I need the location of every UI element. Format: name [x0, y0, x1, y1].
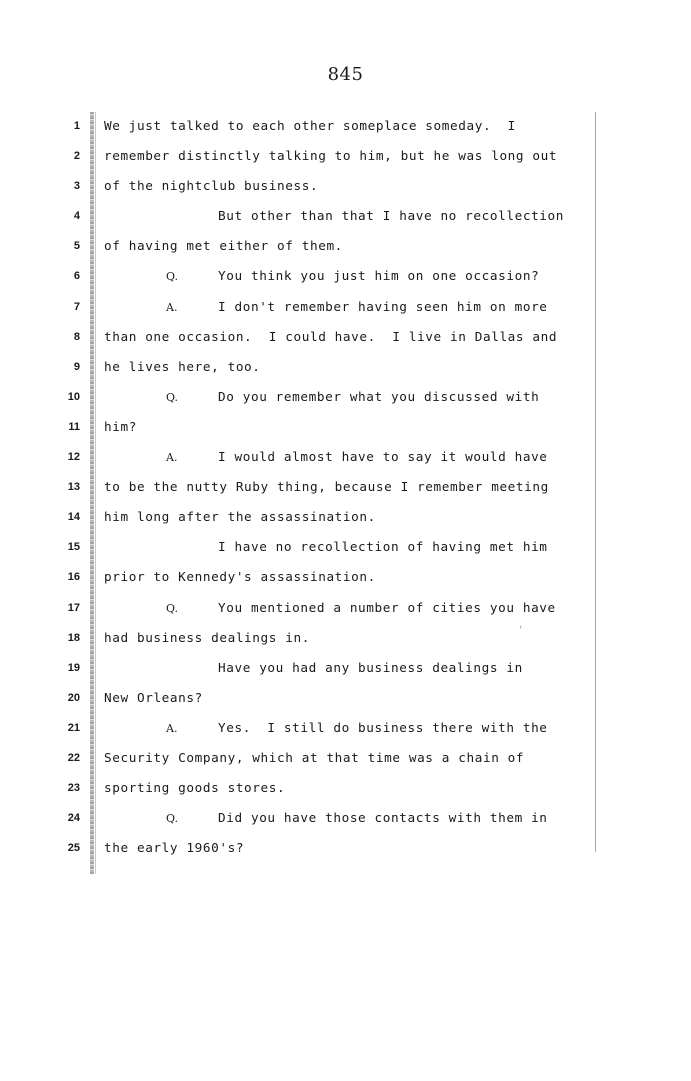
line-number: 24 — [67, 812, 80, 825]
line-content: remember distinctly talking to him, but he was long out — [104, 148, 558, 164]
line-number: 8 — [73, 330, 80, 343]
line-text — [104, 352, 261, 382]
line-content: Have you had any business dealings in — [218, 659, 523, 675]
line-content: to be the nutty Ruby thing, because I remember meeting — [104, 479, 549, 495]
line-number: 11 — [68, 420, 80, 433]
line-text — [104, 773, 285, 803]
line-content: Yes. I still do business there with the — [218, 719, 548, 735]
transcript-line — [0, 322, 691, 352]
question-marker: Q. — [166, 601, 178, 615]
line-text — [104, 111, 516, 141]
line-content: he lives here, too. — [104, 358, 261, 374]
transcript-body — [0, 111, 691, 863]
line-content: You mentioned a number of cities you have — [218, 599, 556, 615]
line-text — [166, 382, 539, 413]
line-content: sporting goods stores. — [104, 780, 286, 796]
line-text — [166, 713, 548, 744]
line-text — [166, 593, 556, 624]
transcript-line — [0, 382, 691, 412]
line-text — [166, 442, 548, 473]
line-number: 22 — [67, 751, 80, 764]
line-text — [104, 833, 244, 863]
line-content: than one occasion. I could have. I live in Dallas and — [104, 328, 558, 344]
line-content: had business dealings in. — [104, 629, 310, 645]
line-number: 12 — [67, 451, 80, 464]
line-text — [104, 412, 137, 442]
line-text — [218, 653, 523, 683]
transcript-line — [0, 683, 691, 713]
line-text — [104, 141, 557, 171]
line-number: 16 — [67, 571, 80, 584]
line-content: the early 1960's? — [104, 840, 245, 856]
line-number: 7 — [73, 300, 80, 313]
line-content: him? — [104, 418, 137, 434]
line-content: New Orleans? — [104, 689, 203, 705]
line-content: of having met either of them. — [104, 238, 343, 254]
transcript-line — [0, 502, 691, 532]
line-number: 14 — [67, 511, 80, 524]
transcript-line — [0, 743, 691, 773]
line-content: him long after the assassination. — [104, 509, 376, 525]
line-content: I don't remember having seen him on more — [218, 298, 548, 314]
line-content: I have no recollection of having met him — [218, 539, 548, 555]
stray-pen-mark: ʳ — [520, 624, 523, 633]
transcript-line — [0, 111, 691, 141]
line-number: 1 — [73, 120, 80, 132]
line-content: of the nightclub business. — [104, 178, 319, 194]
question-marker: Q. — [166, 270, 178, 284]
line-content: Security Company, which at that time was a chain of — [104, 749, 525, 765]
transcript-line — [0, 593, 691, 623]
transcript-line — [0, 442, 691, 472]
line-number: 15 — [67, 541, 80, 554]
answer-marker: A. — [166, 300, 178, 314]
line-number: 9 — [73, 360, 80, 373]
transcript-line — [0, 773, 691, 803]
transcript-line — [0, 231, 691, 261]
line-number: 6 — [73, 270, 80, 283]
line-content: We just talked to each other someplace someday. I — [104, 118, 516, 133]
line-content: I would almost have to say it would have — [218, 449, 548, 465]
transcript-line — [0, 412, 691, 442]
line-text — [166, 803, 548, 834]
line-text — [104, 562, 376, 592]
line-number: 13 — [67, 481, 80, 494]
transcript-line — [0, 201, 691, 231]
transcript-line — [0, 833, 691, 863]
line-text — [166, 292, 548, 323]
transcript-line — [0, 803, 691, 833]
line-text — [104, 171, 318, 201]
answer-marker: A. — [166, 721, 178, 735]
transcript-line — [0, 532, 691, 562]
line-number: 25 — [67, 842, 80, 855]
line-number: 20 — [67, 691, 80, 704]
line-number: 4 — [73, 210, 80, 223]
line-number: 17 — [67, 601, 80, 614]
line-number: 10 — [67, 390, 80, 403]
line-content: Did you have those contacts with them in — [218, 810, 548, 826]
line-content: You think you just him on one occasion? — [218, 268, 540, 284]
line-text — [166, 261, 539, 292]
line-content: But other than that I have no recollection — [218, 208, 565, 224]
question-marker: Q. — [166, 812, 178, 826]
line-text — [104, 743, 524, 773]
line-number: 23 — [67, 782, 80, 795]
transcript-line — [0, 623, 691, 653]
transcript-line — [0, 562, 691, 592]
line-content: prior to Kennedy's assassination. — [104, 569, 376, 585]
line-text — [104, 683, 203, 713]
line-number: 2 — [73, 150, 80, 163]
line-text — [104, 502, 376, 532]
question-marker: Q. — [166, 390, 178, 404]
transcript-line — [0, 713, 691, 743]
transcript-line — [0, 171, 691, 201]
line-text — [218, 532, 548, 562]
page-number: 845 — [327, 64, 364, 85]
line-number: 21 — [67, 721, 80, 734]
transcript-line — [0, 653, 691, 683]
line-number: 19 — [67, 661, 80, 674]
line-text — [104, 472, 549, 502]
line-text — [104, 231, 343, 261]
transcript-line — [0, 292, 691, 322]
line-content: Do you remember what you discussed with — [218, 388, 540, 404]
transcript-line — [0, 352, 691, 382]
line-number: 18 — [67, 631, 80, 644]
line-text — [104, 623, 310, 653]
transcript-line — [0, 472, 691, 502]
answer-marker: A. — [166, 451, 178, 465]
line-number: 5 — [73, 240, 80, 253]
line-text — [104, 322, 557, 352]
line-text — [218, 201, 564, 231]
transcript-line — [0, 261, 691, 291]
transcript-line — [0, 141, 691, 171]
line-number: 3 — [73, 180, 80, 193]
